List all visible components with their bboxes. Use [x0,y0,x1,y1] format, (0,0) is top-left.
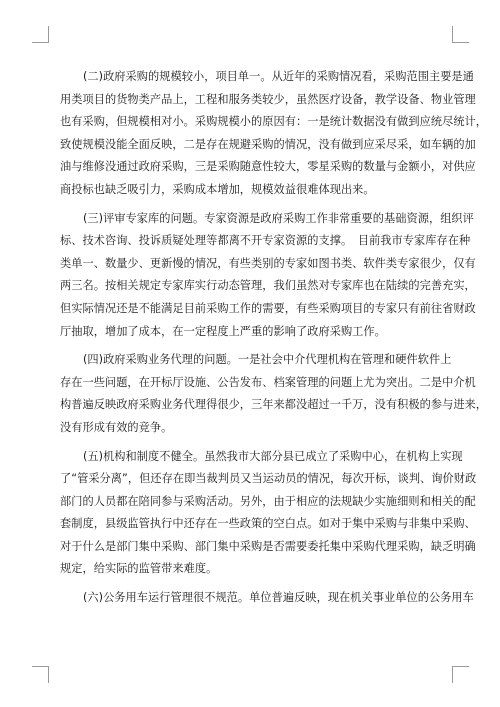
text-line: 规定，给实际的监管带来难度。 [60,562,218,576]
text-line: (二)政府采购的规模较小，项目单一。从近年的采购情况看，采购范围主要是通 [83,70,474,83]
text-line: 标、技术咨询、投诉质疑处理等都离不开专家资源的支撑。 目前我市专家库存在种 [60,234,471,248]
text-line: 构普遍反映政府采购业务代理得很少，三年来都没超过一千万，没有积极的参与进来， [60,398,488,412]
text-line: 套制度，县级监管执行中还存在一些政策的空白点。如对于集中采购与非集中采购、 [60,517,476,531]
text-line: 但实际情况还是不能满足目前采购工作的需要，有些采购项目的专家只有前往省财政 [60,301,476,315]
text-line: 致使规模没能全面反映，二是存在规避采购的情况，没有做到应采尽采，如车辆的加 [60,137,476,151]
text-line: 类单一、数量少、更新慢的情况，有些类别的专家如图书类、软件类专家很少，仅有 [60,256,476,270]
text-line: 对于什么是部门集中采购、部门集中采购是否需要委托集中采购代理采购，缺乏明确 [60,539,476,553]
text-line: 商投标也缺乏吸引力，采购成本增加，规模效益很难体现出来。 [60,182,375,196]
text-line: 部门的人员都在陪同参与采购活动。另外，由于相应的法规缺少实施细则和相关的配 [60,494,476,508]
text-line: 油与维修没通过政府采购，三是采购随意性较大，零星采购的数量与金额小，对供应 [60,160,476,174]
text-line: 没有形成有效的竞争。 [60,420,173,434]
crop-mark-top-left [32,26,49,43]
paragraph-agency-services [60,349,488,439]
text-line: (六)公务用车运行管理很不规范。单位普遍反映，现在机关事业单位的公务用车 [83,591,474,605]
paragraph-institutions [60,446,477,582]
text-line: 了“管采分离”，但还存在即当裁判员又当运动员的情况，每次开标，谈判、询价财政 [60,472,477,486]
text-line: 存在一些问题，在开标厅设施、公告发布、档案管理的问题上尤为突出。二是中介机 [60,375,476,389]
document-body [60,66,488,616]
crop-mark-bottom-left [32,666,49,683]
crop-mark-bottom-right [452,666,469,683]
paragraph-procurement-scale [60,66,488,202]
text-line: 两三名。按相关规定专家库实行动态管理，我们虽然对专家库也在陆续的完善充实， [60,279,476,293]
paragraph-official-vehicles [61,587,474,610]
text-line: (四)政府采购业务代理的问题。一是社会中介代理机构在管理和硬件软件上 [83,353,452,367]
text-line: 也有采购，但规模相对小。采购规模小的原因有：一是统计数据没有做到应统尽统计， [60,115,488,129]
text-line: (五)机构和制度不健全。虽然我市大部分县已成立了采购中心，在机构上实现 [83,449,463,463]
paragraph-expert-pool [60,208,476,344]
text-line: (三)评审专家库的问题。专家资源是政府采购工作非常重要的基础资源，组织评 [83,211,474,225]
text-line: 厅抽取，增加了成本，在一定程度上严重的影响了政府采购工作。 [60,324,386,338]
crop-mark-top-right [452,26,469,43]
text-line: 用类项目的货物类产品上，工程和服务类较少，虽然医疗设备，教学设备、物业管理 [60,92,476,106]
